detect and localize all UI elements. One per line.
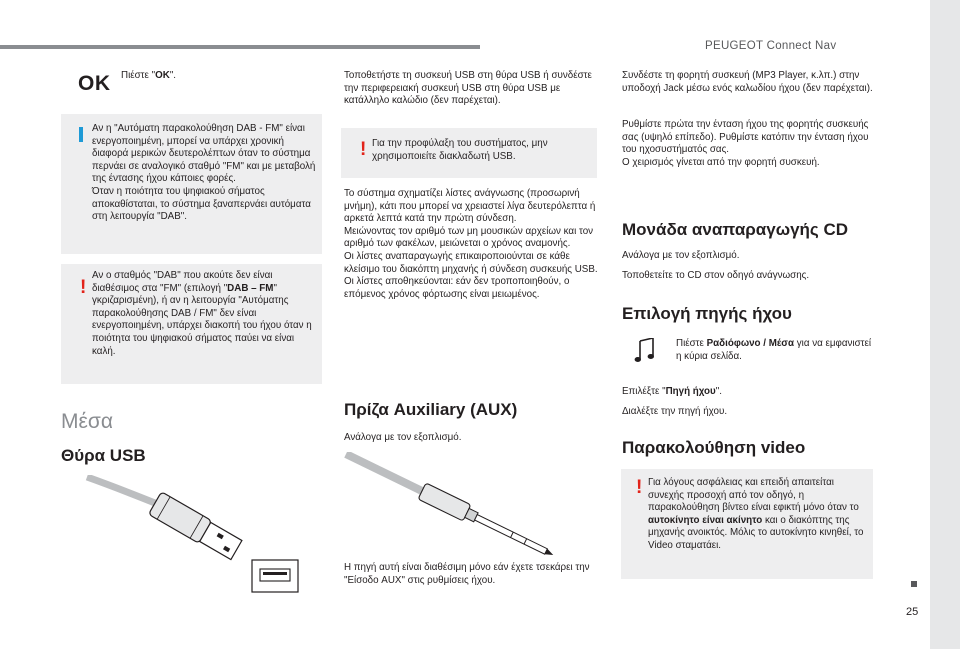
usb-plug-illustration	[85, 475, 315, 605]
select-source-instruction: Επιλέξτε "Πηγή ήχου".	[622, 386, 722, 397]
usb-warning-text: Για την προφύλαξη του συστήματος, μην χρησιμοποιείτε διακλαδωτή USB.	[372, 138, 548, 162]
warning-icon: !	[360, 139, 367, 160]
info-note-text: Αν η "Αυτόματη παρακολούθηση DAB - FM" είναι ενεργοποιημένη, μπορεί να υπάρχει χρονική διαφορά μερικών δευτερολέπτων όταν το σύστημα περνάει σε αναλογικό σταθμό "FM" και με μεταβολή της έντασης ήχου κάποιες φορές. Όταν η ποιότητα του ψηφιακού σήματος αποκαθίσταται, το σύστημα ξαναπερνάει αυτόματα στη λειτουργία "DAB".	[92, 123, 316, 223]
usb-heading: Θύρα USB	[61, 446, 146, 465]
usb-plug	[149, 492, 243, 562]
source-heading: Επιλογή πηγής ήχου	[622, 304, 792, 323]
warning-note-usb-hub	[341, 128, 597, 178]
header-rule	[0, 45, 480, 49]
warning-note-text: Αν ο σταθμός "DAB" που ακούτε δεν είναι διαθέσιμος στα "FM" (επιλογή "DAB – FM" γκριζαρισμένη), ή αν η λειτουργία "Αυτόματης παρακολούθησης DAB / FM" δεν είναι ενεργοποιημένη, υπάρχει διακοπή του ήχου όταν η ποιότητα του ψηφιακού σήματος παύει να είναι καλή.	[92, 270, 312, 357]
cd-insert-text: Τοποθετείτε το CD στον οδηγό ανάγνωσης.	[622, 270, 810, 281]
video-heading: Παρακολούθηση video	[622, 438, 806, 457]
page-edge-strip	[930, 0, 960, 649]
running-header: PEUGEOT Connect Nav	[705, 40, 837, 52]
aux-cable	[346, 454, 424, 492]
end-marker	[911, 581, 917, 587]
connect-device-text: Συνδέστε τη φορητή συσκευή (MP3 Player, κ.λπ.) στην υποδοχή Jack μέσω ενός καλωδίου ήχου (δεν παρέχεται).	[622, 70, 873, 94]
aux-plug	[418, 483, 557, 557]
warning-icon: !	[636, 477, 643, 498]
usb-port	[252, 560, 298, 592]
info-icon	[79, 127, 83, 142]
ok-icon: OK	[78, 72, 111, 95]
aux-availability-text: Η πηγή αυτή είναι διαθέσιμη μόνο εάν έχετε τσεκάρει την "Είσοδο AUX" στις ρυθμίσεις ήχου.	[344, 562, 590, 586]
cd-equipment-text: Ανάλογα με τον εξοπλισμό.	[622, 250, 740, 261]
aux-equipment-text: Ανάλογα με τον εξοπλισμό.	[344, 432, 462, 443]
ok-instruction: Πιέστε "OK".	[121, 70, 177, 81]
aux-jack-illustration	[344, 452, 594, 557]
warning-icon: !	[80, 277, 87, 298]
info-note	[61, 114, 322, 254]
page-number: 25	[906, 606, 919, 618]
usb-cable	[87, 477, 155, 503]
usb-intro-text: Τοποθετήστε τη συσκευή USB στη θύρα USB ή συνδέστε την περιφερειακή συσκευή USB στη θύρα USB με κατάλληλο καλώδιο (δεν παρέχεται).	[344, 70, 592, 107]
choose-source-text: Διαλέξτε την πηγή ήχου.	[622, 406, 728, 417]
cd-heading: Μονάδα αναπαραγωγής CD	[622, 220, 849, 239]
media-heading: Μέσα	[61, 410, 113, 433]
warning-note-dab	[61, 264, 322, 384]
playlist-text: Το σύστημα σχηματίζει λίστες ανάγνωσης (προσωρινή μνήμη), κάτι που μπορεί να χρειαστεί λίγα δευτερόλεπτα ή αρκετά λεπτά κατά την πρώτη σύνδεση. Μειώνοντας τον αριθμό των μη μουσικών αρχείων και τον αριθμό των φακέλων, μειώνεται ο χρόνος αναμονής. Οι λίστες αναπαραγωγής επικαιροποιούνται σε κάθε κλείσιμο του διακόπτη μηχανής ή σύνδεση συσκευής USB. Οι λίστες αποθηκεύονται: εάν δεν τροποποιηθούν, ο επόμενος χρόνος φόρτωσης είναι μειωμένος.	[344, 188, 598, 300]
volume-adjust-text: Ρυθμίστε πρώτα την ένταση ήχου της φορητής συσκευής σας (υψηλό επίπεδο). Ρυθμίστε κατόπιν την ένταση ήχου του ηχοσυστήματός σας. Ο χειρισμός γίνεται από την φορητή συσκευή.	[622, 119, 869, 168]
warning-note-video	[621, 469, 873, 579]
video-warning-text: Για λόγους ασφάλειας και επειδή απαιτείται συνεχής προσοχή από τον οδηγό, η παρακολούθηση βίντεο είναι εφικτή μόνο όταν το αυτοκίνητο είναι ακίνητο και ο διακόπτης της μηχανής ανοικτός. Μόλις το αυτοκίνητο κινηθεί, το Video σταματάει.	[648, 477, 864, 551]
radio-media-instruction: Πιέστε Ραδιόφωνο / Μέσα για να εμφανιστεί η κύρια σελίδα.	[676, 338, 872, 362]
music-note-icon	[634, 338, 656, 364]
aux-heading: Πρίζα Auxiliary (AUX)	[344, 400, 518, 419]
